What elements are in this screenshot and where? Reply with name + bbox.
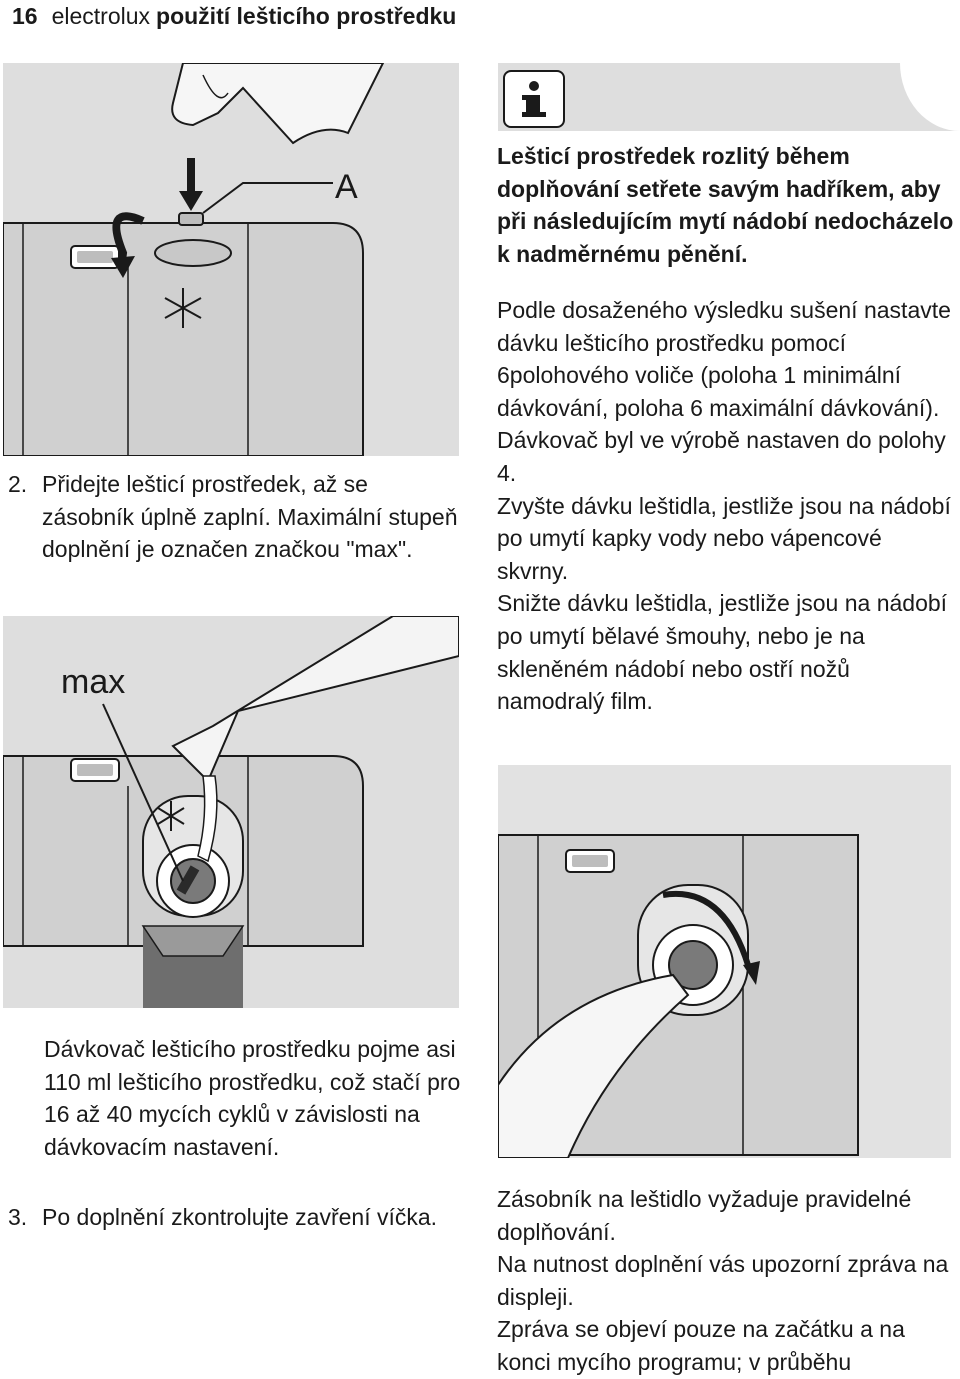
dosage-paragraph-4: Snižte dávku leštidla, jestliže jsou na nádobí po umytí bělavé šmouhy, nebo je na skleněném nádobí nebo ostří nožů namodralý film. [497, 590, 948, 715]
page-number: 16 [12, 3, 38, 29]
dosage-instructions [497, 294, 959, 718]
brand-name: electrolux [51, 3, 151, 29]
figure-dial-adjust [498, 765, 951, 1158]
step-2 [8, 468, 460, 566]
step-2-text: Přidejte lešticí prostředek, až se zásobník úplně zaplní. Maximální stupeň doplnění je označen značkou "max". [42, 471, 458, 563]
info-note: Lešticí prostředek rozlitý během doplňování setřete savým hadříkem, aby při následujícím mytí nádobí nedocházelo k nadměrnému pěnění. [497, 143, 954, 267]
refill-paragraph-3: Zpráva se objeví pouze na začátku a na konci mycího programu; v průběhu [497, 1316, 905, 1375]
capacity-text: Dávkovač lešticího prostředku pojme asi 110 ml lešticího prostředku, což stačí pro 16 až 40 mycích cyklů v závislosti na dávkovacím nastavení. [44, 1036, 461, 1160]
step-3 [8, 1201, 460, 1234]
refill-info [497, 1183, 959, 1379]
step-2-number: 2. [8, 471, 28, 497]
figure-open-lid [3, 63, 459, 456]
info-band [498, 63, 960, 131]
step-3-number: 3. [8, 1204, 28, 1230]
step-3-text: Po doplnění zkontrolujte zavření víčka. [42, 1204, 438, 1230]
dosage-paragraph-1: Podle dosaženého výsledku sušení nastavte dávku lešticího prostředku pomocí 6polohového voliče (poloha 1 minimální dávkování, poloha 6 maximální dávkování). [497, 297, 951, 421]
dosage-paragraph-2: Dávkovač byl ve výrobě nastaven do polohy 4. [497, 427, 946, 486]
section-title: použití lešticího prostředku [156, 3, 457, 29]
max-label: max [61, 663, 126, 701]
callout-label-a: A [335, 168, 358, 206]
dosage-paragraph-3: Zvyšte dávku leštidla, jestliže jsou na nádobí po umytí kapky vody nebo vápencové skvrny. [497, 492, 951, 584]
info-icon [503, 70, 565, 128]
refill-paragraph-2: Na nutnost doplnění vás upozorní zpráva na displeji. [497, 1251, 949, 1310]
page-header [12, 3, 456, 30]
figure-filling [3, 616, 459, 1008]
refill-paragraph-1: Zásobník na leštidlo vyžaduje pravidelné doplňování. [497, 1186, 912, 1245]
